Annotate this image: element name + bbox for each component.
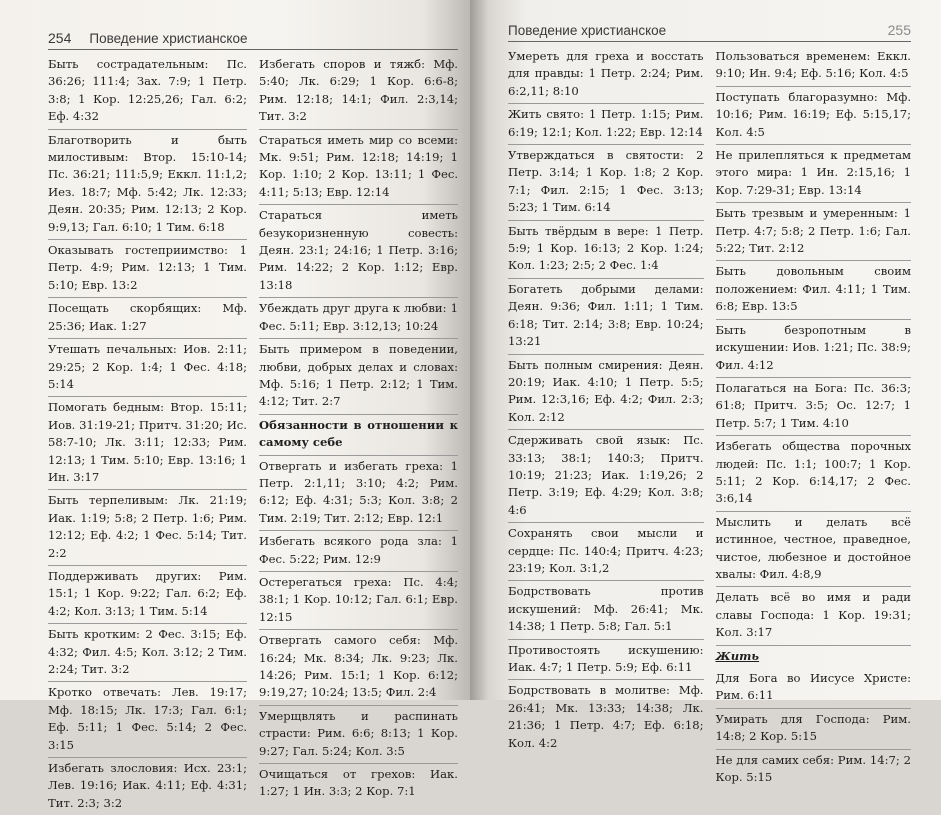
entry: Очищаться от грехов: Иак. 1:27; 1 Ин. 3:3; 2 Кор. 7:1	[259, 767, 458, 799]
entry: Посещать скорбящих: Мф. 25:36; Иак. 1:27	[48, 298, 247, 339]
entry: Сдерживать свой язык: Пс. 33:13; 38:1; 140:3; Притч. 10:19; 21:23; Иак. 1:19,26; 2 Петр. 3:19; Еф. 4:29; Кол. 3:8; 4:6	[508, 430, 704, 523]
entry: Пользоваться временем: Еккл. 9:10; Ин. 9:4; Еф. 5:16; Кол. 4:5	[716, 46, 912, 87]
running-title: Поведение христианское	[89, 31, 248, 46]
right-column-1	[508, 46, 704, 789]
entry: Отвергать самого себя: Мф. 16:24; Мк. 8:34; Лк. 9:23; Лк. 14:26; Рим. 15:1; 1 Кор. 6:12; 9:19,27; 10:24; 13:5; Фил. 2:4	[259, 630, 458, 706]
right-column-2	[716, 46, 912, 789]
entry: Утешать печальных: Иов. 2:11; 29:25; 2 Кор. 1:4; 1 Фес. 4:18; 5:14	[48, 339, 247, 397]
entry: Поддерживать других: Рим. 15:1; 1 Кор. 9:22; Гал. 6:2; Еф. 4:2; Кол. 3:13; 1 Тим. 5:14	[48, 566, 247, 624]
entry: Остерегаться греха: Пс. 4:4; 38:1; 1 Кор. 10:12; Гал. 6:1; Евр. 12:15	[259, 572, 458, 630]
left-page	[0, 0, 470, 810]
section-heading: Обязанности в отношении к самому себе	[259, 415, 458, 456]
left-column-2	[259, 54, 458, 815]
entry: Оказывать гостеприимство: 1 Петр. 4:9; Рим. 12:13; 1 Тим. 5:10; Евр. 13:2	[48, 240, 247, 298]
entry: Быть полным смирения: Деян. 20:19; Иак. 4:10; 1 Петр. 5:5; Рим. 12:3,16; Еф. 4:2; Фил. 2:3; Кол. 2:12	[508, 355, 704, 431]
page-header	[48, 30, 458, 50]
entry: Быть трезвым и умеренным: 1 Петр. 4:7; 5:8; 2 Петр. 1:6; Гал. 5:22; Тит. 2:12	[716, 203, 912, 261]
entry: Благотворить и быть милостивым: Втор. 15:10-14; Пс. 36:21; 111:5,9; Еккл. 11:1,2; Иез. 18:7; Мф. 5:42; Лк. 12:33; Деян. 20:35; Рим. 12:13; 2 Кор. 9:9,13; Гал. 6:10; 1 Тим. 6:18	[48, 130, 247, 240]
section-heading: Жить	[715, 648, 760, 663]
entry: Избегать злословия: Исх. 23:1; Лев. 19:16; Иак. 4:11; Еф. 4:31; Тит. 2:3; 3:2	[48, 761, 247, 810]
page-number: 255	[887, 22, 911, 38]
entry: Быть безропотным в искушении: Иов. 1:21; Пс. 38:9; Фил. 4:12	[716, 320, 912, 378]
entry: Быть терпеливым: Лк. 21:19; Иак. 1:19; 5:8; 2 Петр. 1:6; Рим. 12:12; Еф. 4:2; 1 Фес. 5:14; Тит. 2:2	[48, 490, 247, 566]
right-page	[470, 0, 941, 785]
entry: Не прилепляться к предметам этого мира: 1 Ин. 2:15,16; 1 Кор. 7:29-31; Евр. 13:14	[716, 145, 912, 203]
entry: Утверждаться в святости: 2 Петр. 3:14; 1 Кор. 1:8; 2 Кор. 7:1; Фил. 2:15; 1 Фес. 3:13; 5:23; 1 Тим. 6:14	[508, 145, 704, 221]
left-columns	[48, 54, 458, 815]
entry: Избегать споров и тяжб: Мф. 5:40; Лк. 6:29; 1 Кор. 6:6-8; Рим. 12:18; 14:1; Фил. 2:3,14; Тит. 3:2	[259, 54, 458, 130]
entry: Быть сострадательным: Пс. 36:26; 111:4; Зах. 7:9; 1 Петр. 3:8; 1 Кор. 12:25,26; Гал. 6:2; Еф. 4:32	[48, 54, 247, 130]
entry: Быть твёрдым в вере: 1 Петр. 5:9; 1 Кор. 16:13; 2 Кор. 1:24; Кол. 1:23; 2:5; 2 Фес. 1:4	[508, 221, 704, 279]
entry: Быть довольным своим положением: Фил. 4:11; 1 Тим. 6:8; Евр. 13:5	[716, 261, 912, 319]
page-header	[508, 22, 911, 42]
entry: Умерщвлять и распинать страсти: Рим. 6:6; 8:13; 1 Кор. 9:27; Гал. 5:24; Кол. 3:5	[259, 706, 458, 764]
entry: Противостоять искушению: Иак. 4:7; 1 Петр. 5:9; Еф. 6:11	[508, 640, 704, 681]
entry: Богатеть добрыми делами: Деян. 9:36; Фил. 1:11; 1 Тим. 6:18; Тит. 2:14; 3:8; Евр. 10:24; 13:21	[508, 279, 704, 355]
entry: Помогать бедным: Втор. 15:11; Иов. 31:19-21; Притч. 31:20; Ис. 58:7-10; Лк. 3:11; 12:33; Рим. 12:13; 1 Тим. 5:10; Евр. 13:16; 1 Ин. 3:17	[48, 397, 247, 490]
entry: Убеждать друг друга к любви: 1 Фес. 5:11; Евр. 3:12,13; 10:24	[259, 298, 458, 339]
entry: Сохранять свои мысли и сердце: Пс. 140:4; Притч. 4:23; 23:19; Кол. 3:1,2	[508, 523, 704, 581]
page-number: 254	[48, 30, 72, 46]
entry: Умереть для греха и восстать для правды: 1 Петр. 2:24; Рим. 6:2,11; 8:10	[508, 46, 704, 104]
left-column-1	[48, 54, 247, 815]
entry: Бодрствовать в молитве: Мф. 26:41; Мк. 13:33; 14:38; Лк. 21:36; 1 Петр. 4:7; Еф. 6:18; Кол. 4:2	[508, 683, 704, 750]
right-columns	[508, 46, 911, 789]
entry: Быть кротким: 2 Фес. 3:15; Еф. 4:32; Фил. 4:5; Кол. 3:12; 2 Тим. 2:24; Тит. 3:2	[48, 624, 247, 682]
entry: Кротко отвечать: Лев. 19:17; Мф. 18:15; Лк. 17:3; Гал. 6:1; Еф. 5:11; 1 Фес. 5:14; 2 Фес. 3:15	[48, 682, 247, 758]
entry: Жить свято: 1 Петр. 1:15; Рим. 6:19; 12:1; Кол. 1:22; Евр. 12:14	[508, 104, 704, 145]
entry: Избегать общества порочных людей: Пс. 1:1; 100:7; 1 Кор. 5:11; 2 Кор. 6:14,17; 2 Фес. 3:6,14	[716, 436, 912, 512]
running-title: Поведение христианское	[508, 23, 667, 38]
entry: Быть примером в поведении, любви, добрых делах и словах: Мф. 5:16; 1 Петр. 2:12; 1 Тим. 4:12; Тит. 2:7	[259, 339, 458, 415]
entry: Стараться иметь безукоризненную совесть: Деян. 23:1; 24:16; 1 Петр. 3:16; Рим. 14:22; 2 Кор. 1:12; Евр. 13:18	[259, 205, 458, 298]
entry: Бодрствовать против искушений: Мф. 26:41; Мк. 14:38; 1 Петр. 5:8; Гал. 5:1	[508, 581, 704, 639]
entry: Умирать для Господа: Рим. 14:8; 2 Кор. 5:15	[716, 709, 912, 750]
entry: Делать всё во имя и ради славы Господа: 1 Кор. 19:31; Кол. 3:17	[716, 587, 912, 645]
entry: Стараться иметь мир со всеми: Мк. 9:51; Рим. 12:18; 14:19; 1 Кор. 1:10; 2 Кор. 13:11; 1 Фес. 4:11; 5:13; Евр. 12:14	[259, 130, 458, 206]
entry: Поступать благоразумно: Мф. 10:16; Рим. 16:19; Еф. 5:15,17; Кол. 4:5	[716, 87, 912, 145]
entry: Не для самих себя: Рим. 14:7; 2 Кор. 5:15	[715, 752, 911, 785]
entry: Полагаться на Бога: Пс. 36:3; 61:8; Притч. 3:5; Ос. 12:7; 1 Петр. 5:7; 1 Тим. 4:10	[716, 378, 912, 436]
entry: Избегать всякого рода зла: 1 Фес. 5:22; Рим. 12:9	[259, 531, 458, 572]
entry: Мыслить и делать всё истинное, честное, праведное, чистое, любезное и достойное хвалы: Фил. 4:8,9	[716, 512, 912, 588]
entry: Отвергать и избегать греха: 1 Петр. 2:1,11; 3:10; 4:2; Рим. 6:12; Еф. 4:31; 5:3; Кол. 3:8; 2 Тим. 2:19; Тит. 2:12; Евр. 12:1	[259, 456, 458, 532]
entry: Для Бога во Иисусе Христе: Рим. 6:11	[716, 668, 912, 709]
